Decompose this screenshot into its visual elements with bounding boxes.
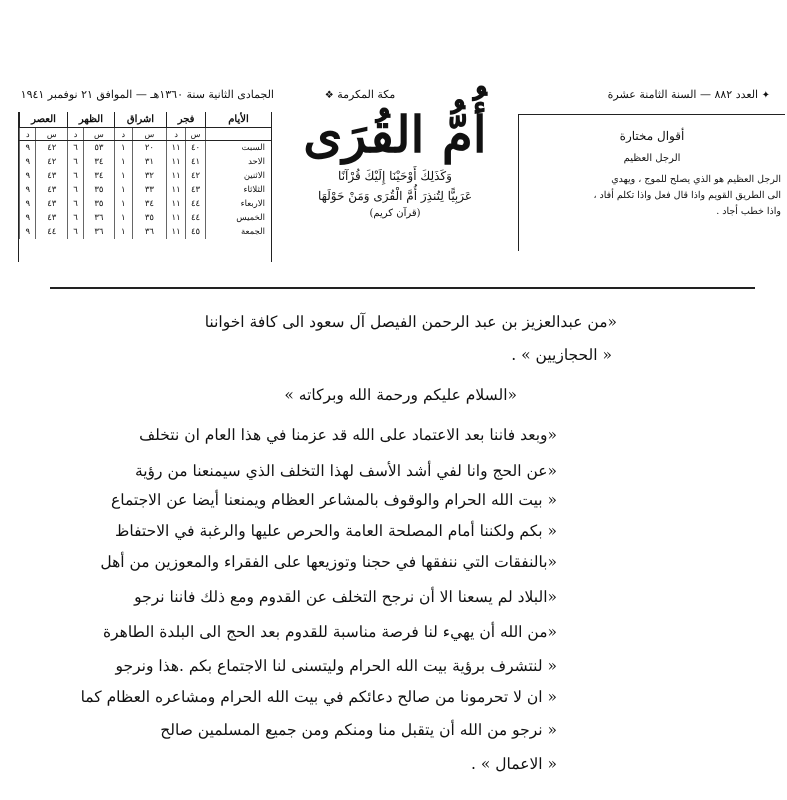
table-header-row (20, 112, 272, 128)
table-subheader-row (20, 128, 272, 141)
time-cell: ١١ (167, 197, 186, 211)
day-cell: الاحد (206, 155, 272, 169)
time-cell: ٤٣ (36, 197, 68, 211)
subheader-cell: س (84, 128, 115, 141)
body-line: «عن الحج وانا لفي أشد الأسف لهذا التخلف الذي سيمنعنا من رؤية (134, 462, 557, 480)
subheader-cell: س (36, 128, 68, 141)
body-line: « بكم ولكننا أمام المصلحة العامة والحرص عليها والرغبة في الاحتفاظ (115, 522, 557, 540)
time-cell: ٣٥ (132, 211, 167, 225)
time-cell: ٣٥ (84, 197, 115, 211)
time-cell: ٦ (68, 155, 84, 169)
body-line: «السلام عليكم ورحمة الله وبركاته » (284, 386, 517, 404)
quote-text (519, 172, 785, 220)
masthead (290, 104, 500, 222)
time-cell: ٤١ (186, 155, 206, 169)
body-line: « الاعمال » . (470, 755, 557, 773)
subheader-blank (206, 128, 272, 141)
time-cell: ٥٣ (84, 141, 115, 156)
time-cell: ٩ (20, 169, 36, 183)
time-cell: ١ (114, 169, 132, 183)
time-cell: ٩ (20, 225, 36, 239)
time-cell: ٦ (68, 225, 84, 239)
body-line: « لنتشرف برؤية بيت الله الحرام وليتسنى لنا الاجتماع بكم .هذا ونرجو (115, 657, 557, 675)
col-header-ishraq: اشراق (114, 112, 166, 128)
time-cell: ٣٦ (84, 211, 115, 225)
time-cell: ٤٠ (186, 141, 206, 156)
table-row (20, 141, 272, 156)
time-cell: ٣٣ (132, 183, 167, 197)
time-cell: ٦ (68, 211, 84, 225)
time-cell: ٣٦ (84, 225, 115, 239)
table-row (20, 169, 272, 183)
day-cell: الثلاثاء (206, 183, 272, 197)
time-cell: ١ (114, 155, 132, 169)
time-cell: ١١ (167, 155, 186, 169)
newspaper-logo: أُمُّ القُرَى (303, 105, 487, 164)
issue-label: العدد ٨٨٢ — السنة الثامنة عشرة (607, 88, 759, 101)
time-cell: ٤٣ (186, 183, 206, 197)
col-header-asr: العصر (20, 112, 68, 128)
time-cell: ٤٣ (36, 211, 68, 225)
body-line: « بيت الله الحرام والوقوف بالمشاعر العظام ويمنعنا أيضا عن الاجتماع (110, 491, 557, 509)
time-cell: ١١ (167, 183, 186, 197)
city-label: مكة المكرمة (337, 88, 396, 101)
table-row (20, 155, 272, 169)
time-cell: ٤٣ (36, 183, 68, 197)
time-cell: ٤٢ (36, 141, 68, 156)
quote-line: واذا خطب أجاد . (716, 206, 781, 217)
time-cell: ٤٣ (36, 169, 68, 183)
verse-line-1: وَكَذَلِكَ أَوْحَيْنَا إِلَيْكَ قُرْآنًا (338, 169, 452, 183)
body-line: «من الله أن يهيء لنا فرصة مناسبة للقدوم بعد الحج الى البلدة الطاهرة (102, 623, 557, 641)
body-line: « الحجازيين » . (511, 346, 612, 364)
time-cell: ٢٠ (132, 141, 167, 156)
quotes-title: أقوال مختارة (619, 129, 685, 143)
body-line: «بالنفقات التي ننفقها في حجنا وتوزيعها على الفقراء والمعوزين من أهل (100, 553, 557, 571)
body-line: «من عبدالعزيز بن عبد الرحمن الفيصل آل سعود الى كافة اخواننا (204, 313, 617, 331)
time-cell: ١ (114, 225, 132, 239)
quotes-box (518, 114, 785, 251)
subheader-cell: د (20, 128, 36, 141)
time-cell: ١ (114, 197, 132, 211)
day-cell: الجمعة (206, 225, 272, 239)
time-cell: ٣٤ (84, 155, 115, 169)
time-cell: ٩ (20, 155, 36, 169)
prayer-times-table (18, 112, 272, 262)
issue-line (520, 88, 770, 101)
prayer-times-grid (19, 112, 271, 239)
time-cell: ٩ (20, 211, 36, 225)
table-row (20, 211, 272, 225)
subheader-cell: د (68, 128, 84, 141)
time-cell: ٦ (68, 197, 84, 211)
time-cell: ١ (114, 211, 132, 225)
body-line: « ان لا تحرمونا من صالح دعائكم في بيت الله الحرام ومشاعره العظام كما (80, 688, 557, 706)
table-row (20, 225, 272, 239)
time-cell: ١ (114, 141, 132, 156)
time-cell: ١١ (167, 225, 186, 239)
table-row (20, 183, 272, 197)
quotes-subtitle: الرجل العظيم (623, 153, 681, 164)
body-line: « نرجو من الله أن يتقبل منا ومنكم ومن جميع المسلمين صالح (160, 721, 557, 739)
col-header-fajr: فجر (167, 112, 206, 128)
time-cell: ٤٢ (186, 169, 206, 183)
ornament-icon: ❖ (324, 90, 334, 101)
col-header-dhuhr: الظهر (68, 112, 115, 128)
table-row (20, 197, 272, 211)
time-cell: ٦ (68, 169, 84, 183)
verse-line-2: عَرَبِيًّا لِتُنذِرَ أُمَّ الْقُرَى وَمَنْ حَوْلَهَا (317, 189, 473, 203)
quote-line: الى الطريق القويم واذا قال فعل واذا تكلم أفاد ، (593, 190, 781, 201)
time-cell: ٩ (20, 141, 36, 156)
col-header-days: الأيام (206, 112, 272, 128)
time-cell: ١١ (167, 169, 186, 183)
header-divider (50, 287, 755, 289)
quote-line: الرجل العظيم هو الذي يصلح للموج ، ويهدي (611, 174, 781, 185)
day-cell: الخميس (206, 211, 272, 225)
time-cell: ٤٤ (186, 197, 206, 211)
subheader-cell: س (186, 128, 206, 141)
body-line: «وبعد فاننا بعد الاعتماد على الله قد عزمنا في هذا العام ان نتخلف (139, 426, 557, 444)
time-cell: ٩ (20, 183, 36, 197)
time-cell: ٤٢ (36, 155, 68, 169)
time-cell: ٤٤ (36, 225, 68, 239)
time-cell: ٣٦ (132, 225, 167, 239)
day-cell: السبت (206, 141, 272, 156)
time-cell: ٣٢ (132, 169, 167, 183)
time-cell: ١ (114, 183, 132, 197)
time-cell: ١١ (167, 211, 186, 225)
star-ornament-icon: ✦ (761, 90, 770, 101)
day-cell: الاثنين (206, 169, 272, 183)
subheader-cell: د (114, 128, 132, 141)
verse-source: (قرآن كريم) (369, 208, 421, 219)
body-line: «البلاد لم يسعنا الا أن نرجح التخلف عن القدوم ومع ذلك فاننا نرجو (134, 588, 557, 606)
time-cell: ٣٤ (132, 197, 167, 211)
time-cell: ٤٤ (186, 211, 206, 225)
time-cell: ٦ (68, 183, 84, 197)
time-cell: ٣٤ (84, 169, 115, 183)
city-line (300, 88, 420, 101)
time-cell: ٣١ (132, 155, 167, 169)
time-cell: ٣٥ (84, 183, 115, 197)
time-cell: ١١ (167, 141, 186, 156)
day-cell: الاربعاء (206, 197, 272, 211)
subheader-cell: س (132, 128, 167, 141)
time-cell: ٩ (20, 197, 36, 211)
time-cell: ٤٥ (186, 225, 206, 239)
time-cell: ٦ (68, 141, 84, 156)
date-line: الجمادى الثانية سنة ١٣٦٠هـ — الموافق ٢١ نوفمبر ١٩٤١ (20, 88, 274, 101)
subheader-cell: د (167, 128, 186, 141)
